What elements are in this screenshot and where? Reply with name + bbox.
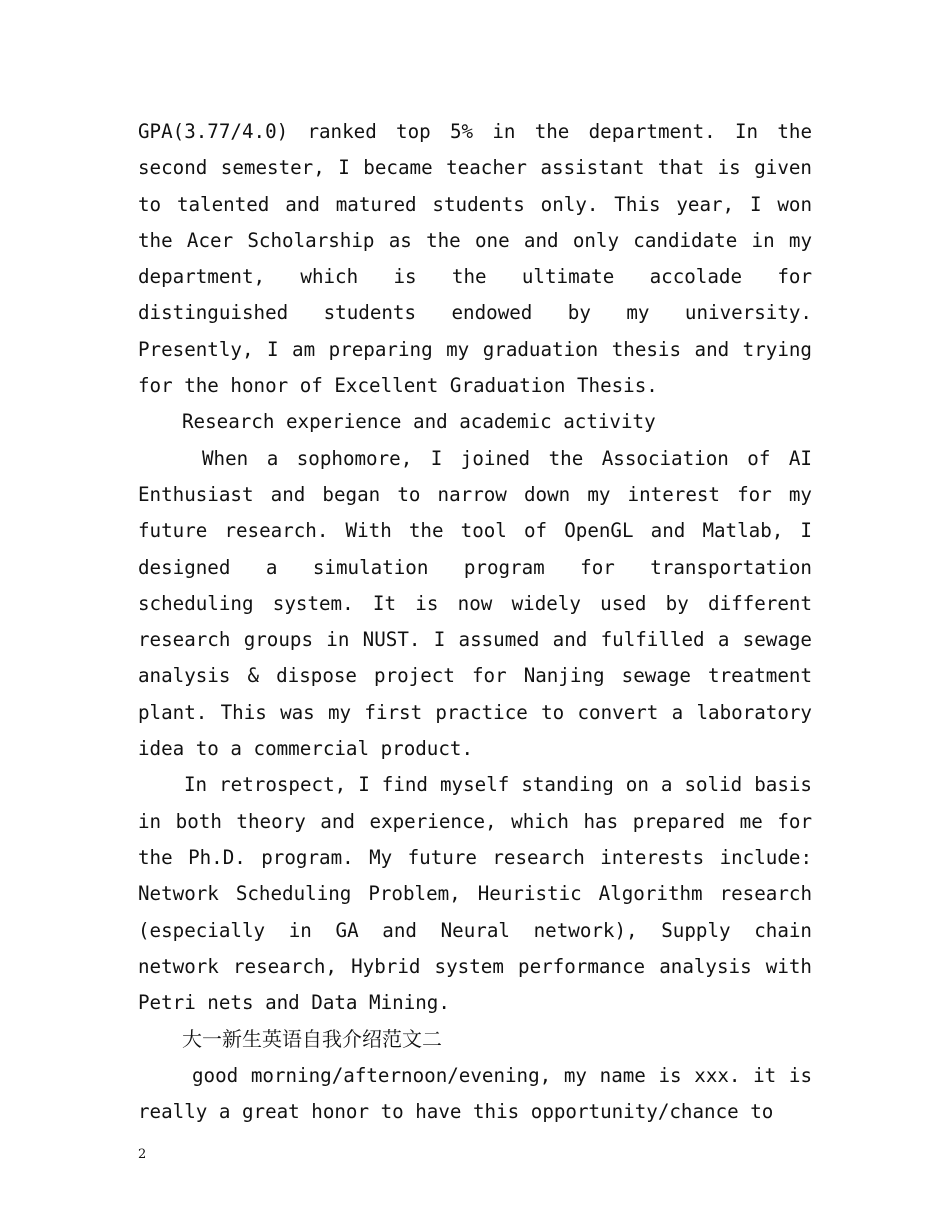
paragraph-research-experience: When a sophomore, I joined the Association of AI Enthusiast and began to narrow down my interest for my future research. With the tool of OpenGL and Matlab, I designed a simulation program for transportation scheduling system. It is now widely used by different research groups in NUST. I assumed and fulfilled a sewage analysis & dispose project for Nanjing sewage treatment plant. This was my first practice to convert a laboratory idea to a commercial product.	[138, 446, 812, 761]
paragraph-academic-record: GPA(3.77/4.0) ranked top 5% in the department. In the second semester, I became teacher assistant that is given to talented and matured students only. This year, I won the Acer Scholarship as the one and only candidate in my department, which is the ultimate accolade for distinguished students endowed by my university. Presently, I am preparing my graduation thesis and trying for the honor of Excellent Graduation Thesis.	[138, 120, 812, 398]
section-heading-sample-two: 大一新生英语自我介绍范文二	[182, 1027, 442, 1052]
section-heading-research: Research experience and academic activity	[182, 410, 656, 434]
paragraph-self-introduction: good morning/afternoon/evening, my name is xxx. it is really a great honor to have this opportunity/chance to	[138, 1063, 812, 1124]
page-number: 2	[138, 1147, 147, 1162]
paragraph-retrospect: In retrospect, I find myself standing on a solid basis in both theory and experience, which has prepared me for the Ph.D. program. My future research interests include: Network Scheduling Problem, Heuristic Algorithm research (especially in GA and Neural network), Supply chain network research, Hybrid system performance analysis with Petri nets and Data Mining.	[138, 773, 812, 1015]
document-body	[138, 114, 812, 1130]
